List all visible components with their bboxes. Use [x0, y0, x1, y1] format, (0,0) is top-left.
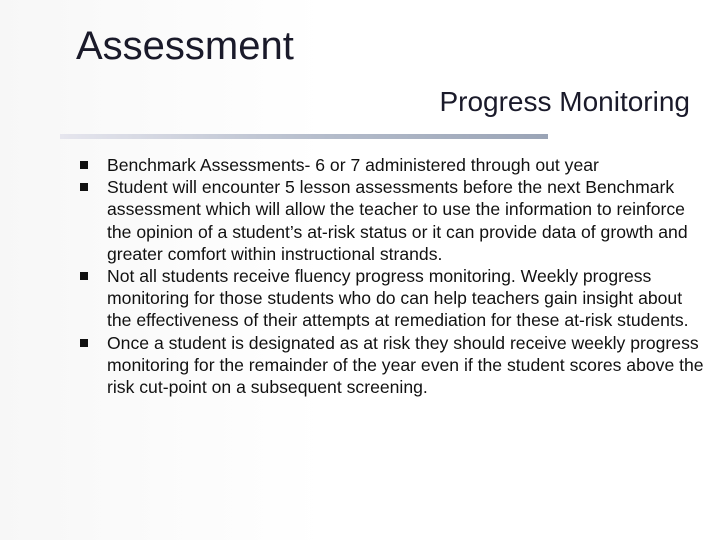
bullet-text: Student will encounter 5 lesson assessments before the next Benchmark assessment which will allow the teacher to use the information to reinforce the opinion of a student’s at-risk status or it can provide data of growth and greater comfort within instructional strands.	[107, 177, 688, 264]
bullet-text: Once a student is designated as at risk they should receive weekly progress monitoring for the remainder of the year even if the student scores above the risk cut-point on a subsequent screening.	[107, 332, 704, 398]
square-bullet-icon	[80, 339, 88, 347]
bullet-text: Not all students receive fluency progress monitoring. Weekly progress monitoring for those students who do can help teachers gain insight about the effectiveness of their attempts at remediation for these at-risk students.	[107, 266, 689, 331]
square-bullet-icon	[80, 161, 88, 169]
bullet-item-at-risk-monitoring	[80, 332, 710, 399]
bullet-item-benchmark-assessments	[80, 154, 710, 176]
slide-subtitle: Progress Monitoring	[439, 86, 690, 117]
bullet-text: Benchmark Assessments- 6 or 7 administered through out year	[107, 155, 599, 175]
slide-title: Assessment	[76, 24, 294, 68]
bullet-item-lesson-assessments	[80, 176, 710, 265]
bullet-list	[80, 154, 710, 398]
title-divider	[60, 134, 548, 139]
square-bullet-icon	[80, 272, 88, 280]
bullet-item-fluency-monitoring	[80, 265, 710, 332]
square-bullet-icon	[80, 183, 88, 191]
